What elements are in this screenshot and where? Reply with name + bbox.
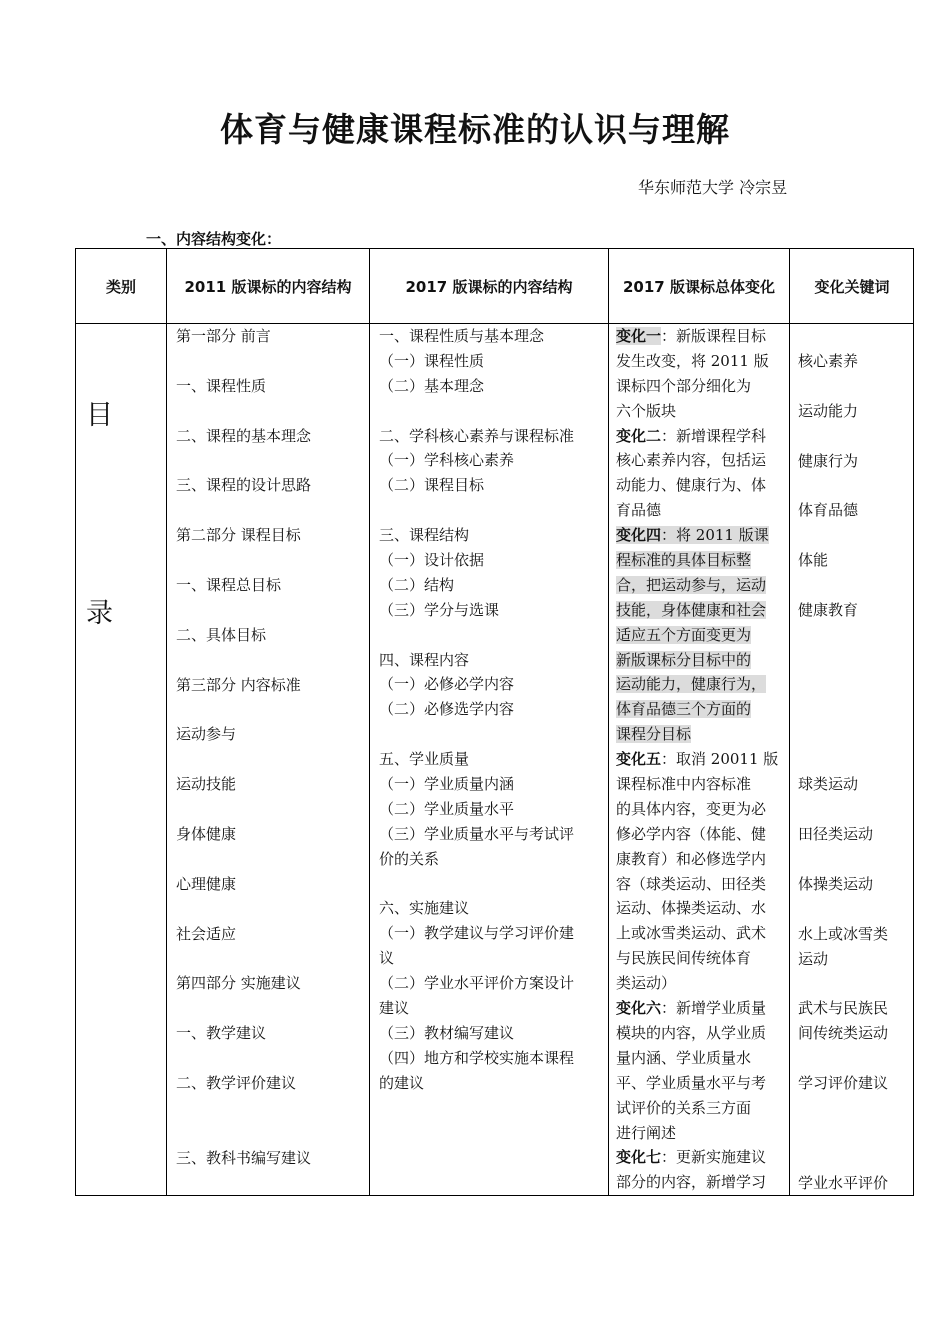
- change-line: [616, 672, 788, 697]
- change-text: [616, 725, 691, 743]
- change-detail: 合，把运动参与，运动: [616, 575, 767, 594]
- change-line: [616, 598, 788, 623]
- change-detail: 课程分目标: [616, 725, 692, 744]
- change-text: [616, 1124, 676, 1142]
- content-structure-table: [75, 248, 914, 1196]
- keyword: 体育品德: [798, 501, 859, 520]
- change-text: [616, 924, 766, 942]
- change-detail: 技能，身体健康和社会: [616, 600, 767, 619]
- change-line: [616, 498, 788, 523]
- header-category: 类别: [105, 277, 136, 296]
- item-2011: 社会适应: [176, 924, 237, 943]
- change-detail: 类运动）: [616, 974, 677, 993]
- change-line: [616, 797, 788, 822]
- change-detail: 体育品德三个方面的: [616, 700, 752, 719]
- change-text: [616, 451, 766, 469]
- change-line: [616, 946, 788, 971]
- change-line: [616, 1145, 788, 1170]
- item-2011: 心理健康: [176, 874, 237, 893]
- change-text: [616, 1173, 766, 1191]
- item-2017: 二、学科核心素养与课程标准: [379, 426, 575, 445]
- change-detail: 六个版块: [616, 401, 677, 420]
- item-2017: 四、课程内容: [379, 650, 470, 669]
- change-text: [616, 899, 766, 917]
- change-text: [616, 427, 766, 445]
- keyword: 间传统类运动: [798, 1024, 889, 1043]
- keyword: 武术与民族民: [798, 999, 889, 1018]
- change-line: [616, 349, 788, 374]
- category-char: 录: [86, 598, 113, 629]
- change-text: [616, 327, 766, 345]
- keyword: 体能: [798, 551, 829, 570]
- change-detail: ：新版课程目标: [661, 327, 767, 345]
- keyword: 体操类运动: [798, 874, 874, 893]
- change-line: [616, 374, 788, 399]
- change-text: [616, 402, 676, 420]
- change-line: [616, 324, 788, 349]
- change-line: [616, 971, 788, 996]
- keyword: 健康行为: [798, 451, 859, 470]
- change-detail: 平、学业质量水平与考: [616, 1073, 767, 1092]
- change-line: [616, 473, 788, 498]
- item-2017: （三）学分与选课: [379, 600, 500, 619]
- change-text: [616, 800, 766, 818]
- change-detail: 适应五个方面变更为: [616, 625, 752, 644]
- item-2011: 运动技能: [176, 775, 237, 794]
- change-detail: ：将 2011 版课: [661, 526, 769, 545]
- change-text: [616, 750, 778, 768]
- change-line: [616, 448, 788, 473]
- change-text: [616, 1024, 766, 1042]
- item-2017: [379, 623, 607, 648]
- keyword: 球类运动: [798, 775, 859, 794]
- header-2011-structure: 2011 版课标的内容结构: [184, 277, 352, 296]
- change-detail: 修必学内容（体能、健: [616, 824, 767, 843]
- change-label: 变化七: [616, 1148, 662, 1167]
- keyword: 学习评价建议: [798, 1074, 889, 1092]
- change-text: [616, 352, 769, 370]
- item-2017: [379, 872, 607, 897]
- change-detail: 育品德: [616, 501, 662, 520]
- change-text: [616, 476, 766, 494]
- change-text: [616, 377, 751, 395]
- change-detail: 容（球类运动、田径类: [616, 874, 767, 893]
- item-2017: （二）学业水平评价方案设计: [379, 974, 575, 993]
- change-detail: ：新增课程学科: [661, 426, 767, 445]
- change-text: [616, 949, 751, 967]
- change-detail: 发生改变，将 2011 版: [616, 351, 769, 370]
- item-2011: 二、课程的基本理念: [176, 426, 312, 445]
- item-2017: [379, 399, 607, 424]
- change-text: [616, 675, 766, 693]
- column-changes: [616, 324, 788, 1195]
- change-detail: ：取消 20011 版: [661, 750, 779, 769]
- item-2011: 运动参与: [176, 725, 237, 744]
- item-2011: 身体健康: [176, 825, 237, 843]
- change-detail: 课程标准中内容标准: [616, 775, 752, 794]
- item-2011: 第四部分 实施建议: [176, 974, 301, 993]
- change-detail: 模块的内容，从学业质: [616, 1023, 767, 1042]
- item-2017: 议: [379, 949, 395, 968]
- change-text: [616, 651, 751, 669]
- change-line: [616, 697, 788, 722]
- change-line: [616, 921, 788, 946]
- item-2017: （三）学业质量水平与考试评: [379, 824, 575, 843]
- change-detail: 试评价的关系三方面: [616, 1098, 752, 1117]
- item-2011: 第一部分 前言: [176, 327, 271, 345]
- change-line: [616, 399, 788, 424]
- change-label: 变化一: [616, 327, 662, 345]
- item-2017: 的建议: [379, 1073, 425, 1092]
- change-line: [616, 722, 788, 747]
- change-line: [616, 822, 788, 847]
- change-detail: ：新增学业质量: [661, 999, 767, 1018]
- keyword: 健康教育: [798, 600, 859, 619]
- change-detail: 上或冰雪类运动、武术: [616, 924, 767, 943]
- item-2017: 五、学业质量: [379, 750, 470, 769]
- change-text: [616, 775, 751, 793]
- item-2017: 三、课程结构: [379, 526, 470, 545]
- item-2017: 建议: [379, 999, 410, 1018]
- column-2017-items: [379, 324, 607, 1096]
- column-divider: [608, 249, 609, 1195]
- change-detail: 运动、体操类运动、水: [616, 899, 767, 918]
- keyword: 学业水平评价: [798, 1173, 889, 1192]
- column-divider: [166, 249, 167, 1195]
- item-2017: （二）结构: [379, 575, 455, 594]
- item-2017: （四）地方和学校实施本课程: [379, 1048, 575, 1067]
- change-line: [616, 872, 788, 897]
- item-2011: 三、课程的设计思路: [176, 476, 312, 495]
- item-2011: 一、教学建议: [176, 1024, 267, 1043]
- change-line: [616, 996, 788, 1021]
- change-detail: 运动能力，健康行为，: [616, 675, 767, 694]
- change-text: [616, 576, 766, 594]
- change-text: [616, 626, 751, 644]
- item-2011: 第三部分 内容标准: [176, 675, 301, 694]
- header-keywords: 变化关键词: [814, 277, 890, 296]
- item-2017: （一）学科核心素养: [379, 451, 515, 470]
- change-line: [616, 573, 788, 598]
- change-line: [616, 1021, 788, 1046]
- item-2011: 第二部分 课程目标: [176, 526, 301, 545]
- item-2017: （二）必修选学内容: [379, 700, 515, 719]
- change-line: [616, 1170, 788, 1195]
- keyword: 运动: [798, 949, 829, 968]
- change-line: [616, 548, 788, 573]
- keyword: 田径类运动: [798, 825, 874, 843]
- change-text: [616, 974, 676, 992]
- item-2011: 二、教学评价建议: [176, 1074, 297, 1092]
- item-2011: 一、课程性质: [176, 376, 267, 395]
- change-line: [616, 847, 788, 872]
- section-heading: 一、内容结构变化：: [146, 230, 282, 248]
- change-text: [616, 850, 766, 868]
- change-line: [616, 1046, 788, 1071]
- change-line: [616, 896, 788, 921]
- change-detail: 进行阐述: [616, 1123, 677, 1142]
- change-detail: 量内涵、学业质量水: [616, 1048, 752, 1067]
- change-detail: 康教育）和必修选学内: [616, 849, 767, 868]
- change-text: [616, 1148, 766, 1166]
- change-text: [616, 999, 766, 1017]
- item-2017: 价的关系: [379, 849, 440, 868]
- author-line: 华东师范大学 冷宗昱: [638, 178, 788, 197]
- column-divider: [789, 249, 790, 1195]
- change-detail: 程标准的具体目标整: [616, 551, 752, 570]
- change-text: [616, 825, 766, 843]
- item-2017: （三）教材编写建议: [379, 1023, 515, 1042]
- change-label: 变化四: [616, 526, 662, 545]
- change-label: 变化二: [616, 426, 662, 445]
- item-2017: 一、课程性质与基本理念: [379, 327, 545, 345]
- change-line: [616, 772, 788, 797]
- change-line: [616, 1121, 788, 1146]
- change-detail: 课标四个部分细化为: [616, 376, 752, 395]
- change-detail: 部分的内容，新增学习: [616, 1173, 767, 1192]
- change-line: [616, 623, 788, 648]
- change-detail: 与民族民间传统体育: [616, 949, 752, 968]
- change-line: [616, 648, 788, 673]
- item-2017: （二）学业质量水平: [379, 799, 515, 818]
- change-line: [616, 1096, 788, 1121]
- item-2011: 二、具体目标: [176, 625, 267, 644]
- change-text: [616, 551, 751, 569]
- change-detail: 的具体内容，变更为必: [616, 799, 767, 818]
- change-label: 变化五: [616, 750, 662, 769]
- column-divider: [369, 249, 370, 1195]
- change-line: [616, 424, 788, 449]
- category-char: 目: [86, 400, 113, 431]
- change-text: [616, 1074, 766, 1092]
- keyword: 核心素养: [798, 351, 859, 370]
- change-text: [616, 501, 661, 519]
- header-2017-changes: 2017 版课标总体变化: [623, 277, 775, 296]
- change-label: 变化六: [616, 999, 662, 1018]
- page-title: 体育与健康课程标准的认识与理解: [220, 110, 730, 149]
- keyword: 运动能力: [798, 401, 859, 420]
- change-text: [616, 700, 751, 718]
- item-2017: （一）课程性质: [379, 351, 485, 370]
- item-2017: [379, 498, 607, 523]
- item-2011: 三、教科书编写建议: [176, 1148, 312, 1167]
- item-2017: [379, 722, 607, 747]
- item-2017: 六、实施建议: [379, 899, 470, 918]
- item-2017: （二）基本理念: [379, 376, 485, 395]
- change-detail: 核心素养内容，包括运: [616, 451, 767, 470]
- change-text: [616, 601, 766, 619]
- item-2011: 一、课程总目标: [176, 576, 282, 594]
- change-detail: ：更新实施建议: [661, 1148, 767, 1167]
- change-line: [616, 523, 788, 548]
- item-2017: （一）设计依据: [379, 551, 485, 570]
- item-2017: （一）学业质量内涵: [379, 775, 515, 794]
- keyword: 水上或冰雪类: [798, 924, 889, 943]
- change-text: [616, 1049, 751, 1067]
- item-2017: （一）教学建议与学习评价建: [379, 924, 575, 943]
- item-2017: （二）课程目标: [379, 476, 485, 495]
- item-2017: （一）必修必学内容: [379, 675, 515, 694]
- change-text: [616, 1099, 751, 1117]
- change-line: [616, 747, 788, 772]
- change-line: [616, 1071, 788, 1096]
- header-2017-structure: 2017 版课标的内容结构: [405, 277, 573, 296]
- change-text: [616, 526, 769, 544]
- change-detail: 动能力、健康行为、体: [616, 476, 767, 495]
- change-text: [616, 875, 766, 893]
- change-detail: 新版课标分目标中的: [616, 650, 752, 669]
